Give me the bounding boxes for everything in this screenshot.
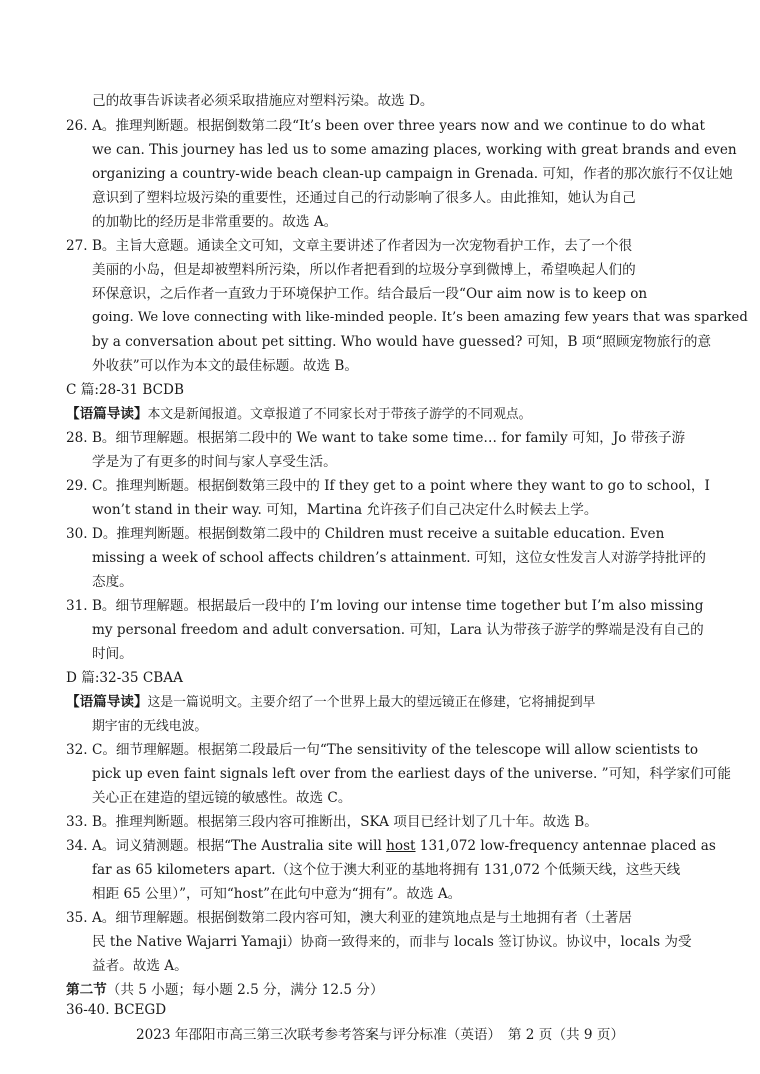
text-line: 意识到了塑料垃圾污染的重要性，还通过自己的行动影响了很多人。由此推知，她认为自己 [92,190,636,206]
answer-32-line: 32. C。细节理解题。根据第二段最后一句“The sensitivity of the telescope will allow scientists to [66,742,699,758]
underlined-word: host [386,838,416,854]
text-line: 己的故事告诉读者必须采取措施应对塑料污染。故选 D。 [92,93,434,109]
text-line: 时间。 [92,646,133,662]
text-span: 131,072 low-frequency antennae placed as [415,838,716,854]
text-line: 学是为了有更多的时间与家人享受生活。 [92,454,337,470]
text-line: 态度。 [92,574,133,590]
section-desc: （共 5 小题；每小题 2.5 分，满分 12.5 分） [106,982,384,998]
text-line: missing a week of school affects children’s attainment. 可知，这位女性发言人对游学持批评的 [92,550,706,566]
guide-text: 这是一篇说明文。主要介绍了一个世界上最大的望远镜正在修建，它将捕捉到早 [147,695,596,710]
text-line: 相距 65 公里）”，可知“host”在此句中意为“拥有”。故选 A。 [92,886,462,902]
answers-36-40: 36-40. BCEGD [66,1002,167,1018]
text-span: 34. A。词义猜测题。根据“The Australia site will [66,838,387,854]
text-line: organizing a country-wide beach clean-up campaign in Grenada. 可知，作者的那次旅行不仅让她 [92,166,733,182]
reading-guide-d [66,692,595,713]
section-c-answers: C 篇:28-31 BCDB [66,382,184,398]
guide-label: 【语篇导读】 [66,406,148,422]
section-2-heading [66,980,384,1000]
text-line: going. We love connecting with like-minded people. It’s been amazing few years that was sparked [92,310,748,325]
text-line: 美丽的小岛，但是却被塑料所污染，所以作者把看到的垃圾分享到微博上，希望唤起人们的 [92,262,636,278]
answer-30-line: 30. D。推理判断题。根据倒数第二段中的 Children must receive a suitable education. Even [66,526,665,542]
text-line: 益者。故选 A。 [92,958,188,974]
reading-guide-c [66,404,531,425]
text-line: by a conversation about pet sitting. Who would have guessed? 可知，B 项“照顾宠物旅行的意 [92,334,712,350]
text-line: won’t stand in their way. 可知，Martina 允许孩子们自己决定什么时候去上学。 [92,502,598,518]
text-line: 的加勒比的经历是非常重要的。故选 A。 [92,214,338,230]
answer-26-line: 26. A。推理判断题。根据倒数第二段“It’s been over three years now and we continue to do what [66,118,705,134]
reading-guide-d-cont [92,716,207,737]
answer-31-line: 31. B。细节理解题。根据最后一段中的 I’m loving our intense time together but I’m also missing [66,598,704,614]
text-line: pick up even faint signals left over from the earliest days of the universe. ”可知，科学家们可能 [92,766,731,782]
text-line: 外收获”可以作为本文的最佳标题。故选 B。 [92,358,358,374]
text-line: my personal freedom and adult conversation. 可知，Lara 认为带孩子游学的弊端是没有自己的 [92,622,704,638]
guide-text: 本文是新闻报道。文章报道了不同家长对于带孩子游学的不同观点。 [147,407,532,422]
text-line: 民 the Native Wajarri Yamaji）协商一致得来的，而非与 locals 签订协议。协议中，locals 为受 [92,934,692,950]
answer-27-line: 27. B。主旨大意题。通读全文可知，文章主要讲述了作者因为一次宠物看护工作，去了一个很 [66,238,633,254]
answer-35-line: 35. A。细节理解题。根据倒数第二段内容可知，澳大利亚的建筑地点是与土地拥有者（土著居 [66,910,632,926]
answer-34-line [66,836,716,856]
section-d-answers: D 篇:32-35 CBAA [66,670,183,686]
text-line: 环保意识，之后作者一直致力于环境保护工作。结合最后一段“Our aim now is to keep on [92,286,648,302]
answer-29-line: 29. C。推理判断题。根据倒数第三段中的 If they get to a point where they want to go to school，I [66,478,710,494]
section-label: 第二节 [66,982,107,998]
page-footer: 2023 年邵阳市高三第三次联考参考答案与评分标准（英语） 第 2 页（共 9 页） [135,1027,625,1043]
guide-label: 【语篇导读】 [66,694,148,710]
text-line: far as 65 kilometers apart.（这个位于澳大利亚的基地将拥有 131,072 个低频天线，这些天线 [92,862,681,878]
answer-33-line: 33. B。推理判断题。根据第三段内容可推断出，SKA 项目已经计划了几十年。故选 B。 [66,814,598,830]
text-line: 关心正在建造的望远镜的敏感性。故选 C。 [92,790,352,806]
text-line: we can. This journey has led us to some amazing places, working with great brands and even [92,142,737,158]
guide-text: 期宇宙的无线电波。 [92,719,208,734]
answer-28-line: 28. B。细节理解题。根据第二段中的 We want to take some time… for family 可知，Jo 带孩子游 [66,430,686,446]
